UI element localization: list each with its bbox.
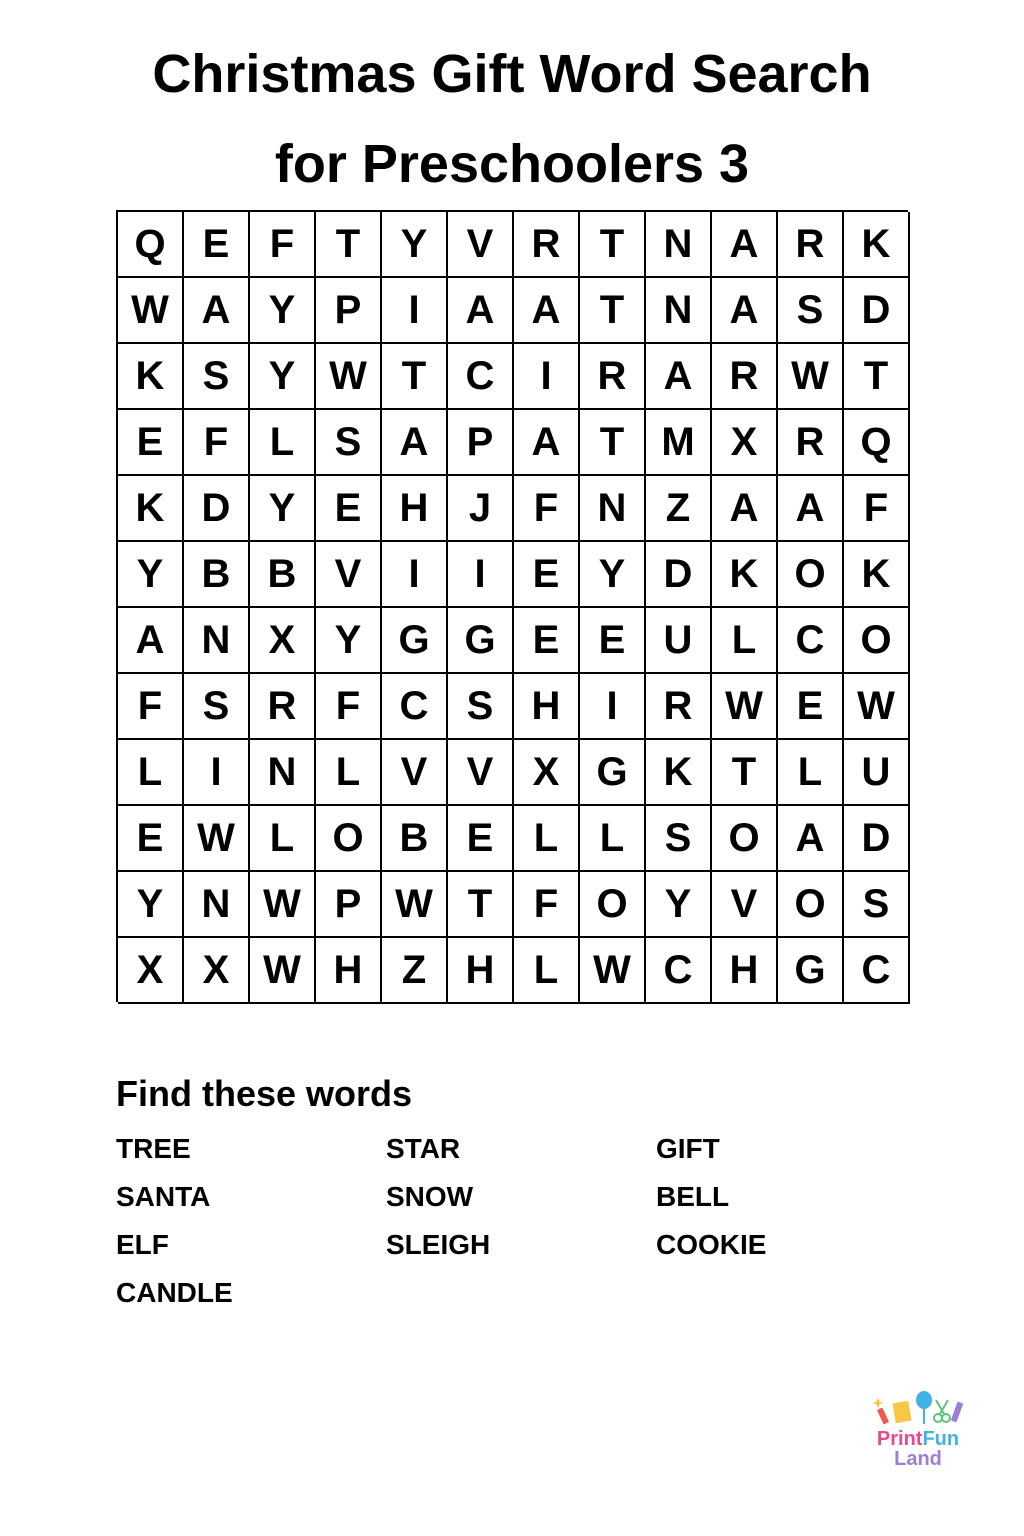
grid-cell: I <box>448 542 514 608</box>
grid-cell: V <box>448 212 514 278</box>
grid-cell: D <box>844 278 910 344</box>
grid-cell: O <box>580 872 646 938</box>
grid-cell: O <box>844 608 910 674</box>
grid-cell: Y <box>250 476 316 542</box>
grid-cell: A <box>184 278 250 344</box>
grid-cell: L <box>712 608 778 674</box>
word-list-item: ELF <box>116 1229 169 1260</box>
grid-cell: W <box>778 344 844 410</box>
grid-cell: P <box>316 872 382 938</box>
grid-cell: A <box>778 806 844 872</box>
grid-cell: B <box>382 806 448 872</box>
grid-cell: K <box>118 476 184 542</box>
grid-cell: L <box>250 410 316 476</box>
grid-cell: L <box>514 806 580 872</box>
grid-cell: K <box>118 344 184 410</box>
grid-cell: V <box>316 542 382 608</box>
grid-cell: G <box>448 608 514 674</box>
grid-cell: I <box>514 344 580 410</box>
logo-text-print: Print <box>876 1428 923 1450</box>
grid-cell: X <box>250 608 316 674</box>
grid-cell: S <box>778 278 844 344</box>
grid-cell: E <box>118 806 184 872</box>
grid-cell: K <box>844 212 910 278</box>
grid-cell: E <box>778 674 844 740</box>
grid-cell: F <box>514 872 580 938</box>
grid-cell: H <box>316 938 382 1004</box>
grid-cell: O <box>316 806 382 872</box>
grid-cell: M <box>646 410 712 476</box>
grid-cell: A <box>118 608 184 674</box>
grid-cell: Y <box>250 278 316 344</box>
grid-cell: R <box>514 212 580 278</box>
grid-cell: C <box>844 938 910 1004</box>
grid-cell: Y <box>382 212 448 278</box>
grid-cell: Y <box>646 872 712 938</box>
grid-cell: E <box>448 806 514 872</box>
grid-cell: W <box>712 674 778 740</box>
grid-cell: W <box>844 674 910 740</box>
grid-cell: Y <box>250 344 316 410</box>
grid-cell: Y <box>118 542 184 608</box>
grid-cell: L <box>118 740 184 806</box>
grid-cell: L <box>250 806 316 872</box>
grid-cell: X <box>514 740 580 806</box>
grid-cell: B <box>250 542 316 608</box>
word-list-item: TREE <box>116 1133 191 1164</box>
word-list-item: BELL <box>656 1181 730 1212</box>
grid-cell: V <box>382 740 448 806</box>
grid-cell: T <box>844 344 910 410</box>
grid-cell: S <box>316 410 382 476</box>
grid-cell: A <box>712 212 778 278</box>
grid-cell: Z <box>646 476 712 542</box>
grid-cell: N <box>250 740 316 806</box>
grid-cell: W <box>382 872 448 938</box>
grid-cell: Y <box>316 608 382 674</box>
word-list-item: SLEIGH <box>386 1229 491 1260</box>
grid-cell: R <box>778 410 844 476</box>
grid-cell: T <box>580 278 646 344</box>
grid-cell: T <box>580 410 646 476</box>
grid-cell: J <box>448 476 514 542</box>
grid-cell: H <box>382 476 448 542</box>
grid-cell: Y <box>580 542 646 608</box>
grid-cell: U <box>646 608 712 674</box>
grid-cell: D <box>646 542 712 608</box>
grid-cell: E <box>580 608 646 674</box>
grid-cell: A <box>712 476 778 542</box>
logo-art-icon <box>872 1388 968 1428</box>
grid-cell: F <box>316 674 382 740</box>
logo-text-land: Land <box>894 1448 942 1470</box>
grid-cell: E <box>184 212 250 278</box>
grid-cell: C <box>646 938 712 1004</box>
grid-cell: W <box>250 938 316 1004</box>
grid-cell: E <box>514 542 580 608</box>
grid-cell: E <box>118 410 184 476</box>
grid-cell: O <box>778 542 844 608</box>
logo-text-fun: Fun <box>922 1428 960 1450</box>
grid-cell: D <box>184 476 250 542</box>
grid-cell: L <box>778 740 844 806</box>
word-list-item: COOKIE <box>656 1229 767 1260</box>
grid-cell: X <box>712 410 778 476</box>
grid-cell: I <box>184 740 250 806</box>
grid-cell: I <box>580 674 646 740</box>
grid-cell: S <box>844 872 910 938</box>
printfunland-logo <box>866 1388 976 1478</box>
grid-cell: N <box>580 476 646 542</box>
grid-cell: H <box>514 674 580 740</box>
grid-cell: F <box>184 410 250 476</box>
logo-text-printfun <box>866 1428 970 1450</box>
grid-cell: T <box>316 212 382 278</box>
grid-cell: Q <box>118 212 184 278</box>
grid-cell: A <box>382 410 448 476</box>
grid-cell: E <box>316 476 382 542</box>
grid-cell: L <box>580 806 646 872</box>
grid-cell: S <box>184 674 250 740</box>
grid-cell: H <box>448 938 514 1004</box>
grid-cell: A <box>712 278 778 344</box>
grid-cell: F <box>514 476 580 542</box>
grid-cell: A <box>514 410 580 476</box>
page-subtitle: for Preschoolers 3 <box>274 134 750 194</box>
grid-cell: A <box>778 476 844 542</box>
grid-cell: O <box>712 806 778 872</box>
grid-cell: I <box>382 542 448 608</box>
grid-cell: P <box>316 278 382 344</box>
grid-cell: N <box>646 278 712 344</box>
grid-cell: R <box>778 212 844 278</box>
grid-cell: C <box>448 344 514 410</box>
grid-cell: G <box>778 938 844 1004</box>
word-list-item: STAR <box>386 1133 461 1164</box>
grid-cell: U <box>844 740 910 806</box>
grid-cell: R <box>250 674 316 740</box>
grid-cell: S <box>184 344 250 410</box>
grid-cell: R <box>646 674 712 740</box>
grid-cell: A <box>448 278 514 344</box>
word-list-heading: Find these words <box>116 1073 413 1114</box>
grid-cell: A <box>514 278 580 344</box>
word-list <box>116 1128 926 1320</box>
grid-cell: S <box>646 806 712 872</box>
word-list-item: CANDLE <box>116 1277 233 1308</box>
grid-cell: W <box>184 806 250 872</box>
grid-cell: L <box>514 938 580 1004</box>
grid-cell: F <box>118 674 184 740</box>
grid-cell: T <box>448 872 514 938</box>
word-list-item: SANTA <box>116 1181 211 1212</box>
grid-cell: F <box>250 212 316 278</box>
grid-cell: L <box>316 740 382 806</box>
grid-cell: C <box>382 674 448 740</box>
word-search-grid <box>116 210 908 1002</box>
grid-cell: V <box>712 872 778 938</box>
grid-cell: W <box>580 938 646 1004</box>
grid-cell: A <box>646 344 712 410</box>
grid-cell: K <box>646 740 712 806</box>
grid-cell: N <box>184 608 250 674</box>
word-list-item: SNOW <box>386 1181 474 1212</box>
grid-cell: G <box>580 740 646 806</box>
grid-cell: Y <box>118 872 184 938</box>
grid-cell: K <box>844 542 910 608</box>
grid-cell: D <box>844 806 910 872</box>
grid-cell: R <box>580 344 646 410</box>
grid-cell: B <box>184 542 250 608</box>
word-list-item: GIFT <box>656 1133 720 1164</box>
grid-cell: R <box>712 344 778 410</box>
grid-cell: F <box>844 476 910 542</box>
grid-cell: T <box>712 740 778 806</box>
grid-cell: X <box>118 938 184 1004</box>
grid-cell: T <box>382 344 448 410</box>
grid-cell: N <box>646 212 712 278</box>
grid-cell: W <box>250 872 316 938</box>
grid-cell: S <box>448 674 514 740</box>
grid-cell: H <box>712 938 778 1004</box>
grid-cell: P <box>448 410 514 476</box>
page-title: Christmas Gift Word Search <box>152 44 872 104</box>
grid-cell: X <box>184 938 250 1004</box>
grid-cell: O <box>778 872 844 938</box>
grid-cell: I <box>382 278 448 344</box>
grid-cell: Z <box>382 938 448 1004</box>
grid-cell: Q <box>844 410 910 476</box>
grid-cell: E <box>514 608 580 674</box>
grid-cell: T <box>580 212 646 278</box>
grid-cell: K <box>712 542 778 608</box>
grid-cell: N <box>184 872 250 938</box>
grid-cell: G <box>382 608 448 674</box>
grid-cell: C <box>778 608 844 674</box>
grid-cell: W <box>118 278 184 344</box>
grid-cell: V <box>448 740 514 806</box>
grid-cell: W <box>316 344 382 410</box>
